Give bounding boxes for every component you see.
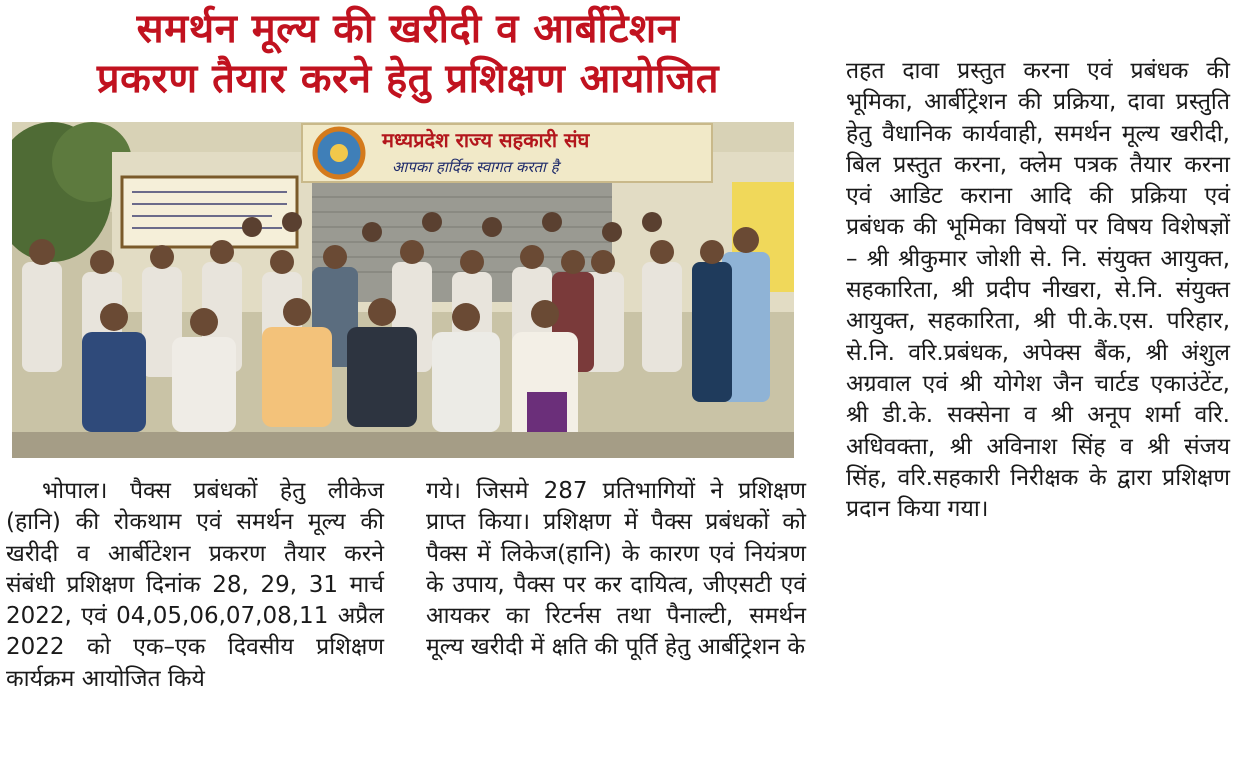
headline-line-2: प्रकरण तैयार करने हेतु प्रशिक्षण आयोजित [96,56,720,102]
article-column-1 [6,476,384,695]
banner-title: मध्यप्रदेश राज्य सहकारी संघ [382,128,590,152]
column-1-text: भोपाल। पैक्स प्रबंधकों हेतु लीकेज (हानि) की रोकथाम एवं समर्थन मूल्य की खरीदी व आर्बीटेशन प्रकरण तैयार करने संबंधी प्रशिक्षण दिनांक 28, 29, 31 मार्च 2022, एवं 04,05,06,07,08,11 अप्रैल 2022 को एक–एक दिवसीय प्रशिक्षण कार्यक्रम आयोजित किये [6,478,384,692]
banner-subtitle: आपका हार्दिक स्वागत करता है [392,158,559,176]
article-headline [8,4,808,104]
group-photo [12,122,794,458]
headline-line-1: समर्थन मूल्य की खरीदी व आर्बीटेशन [136,6,680,52]
column-2-text: गये। जिसमे 287 प्रतिभागियों ने प्रशिक्षण प्राप्त किया। प्रशिक्षण में पैक्स प्रबंधकों को पैक्स में लिकेज(हानि) के कारण एवं नियंत्रण के उपाय, पैक्स पर कर दायित्व, जीएसटी एवं आयकर का रिटर्नस तथा पैनाल्टी, समर्थन मूल्य खरीदी में क्षति की पूर्ति हेतु आर्बीट्रेशन के [426,478,806,661]
group-photo-illustration [12,122,794,458]
article-column-2 [426,476,806,664]
column-3-text: तहत दावा प्रस्तुत करना एवं प्रबंधक की भूमिका, आर्बीट्रेशन की प्रक्रिया, दावा प्रस्तुति हेतु वैधानिक कार्यवाही, समर्थन मूल्य खरीदी, बिल प्रस्तुत करना, क्लेम पत्रक तैयार करना एवं आडिट कराना आदि की प्रक्रिया एवं प्रबंधक की भूमिका विषयों पर विषय विशेषज्ञों – श्री श्रीकुमार जोशी से. नि. संयुक्त आयुक्त, सहकारिता, श्री प्रदीप नीखरा, से.नि. संयुक्त आयुक्त, सहकारिता, श्री पी.के.एस. परिहार, से.नि. वरि.प्रबंधक, अपेक्स बैंक, श्री अंशुल अग्रवाल एवं श्री योगेश जैन चार्टड एकाउंटेंट, श्री डी.के. सक्सेना व श्री अनूप शर्मा वरि. अधिवक्ता, श्री अविनाश सिंह व श्री संजय सिंह, वरि.सहकारी निरीक्षक के द्वारा प्रशिक्षण प्रदान किया गया। [846,58,1230,523]
article-column-3 [846,56,1230,525]
